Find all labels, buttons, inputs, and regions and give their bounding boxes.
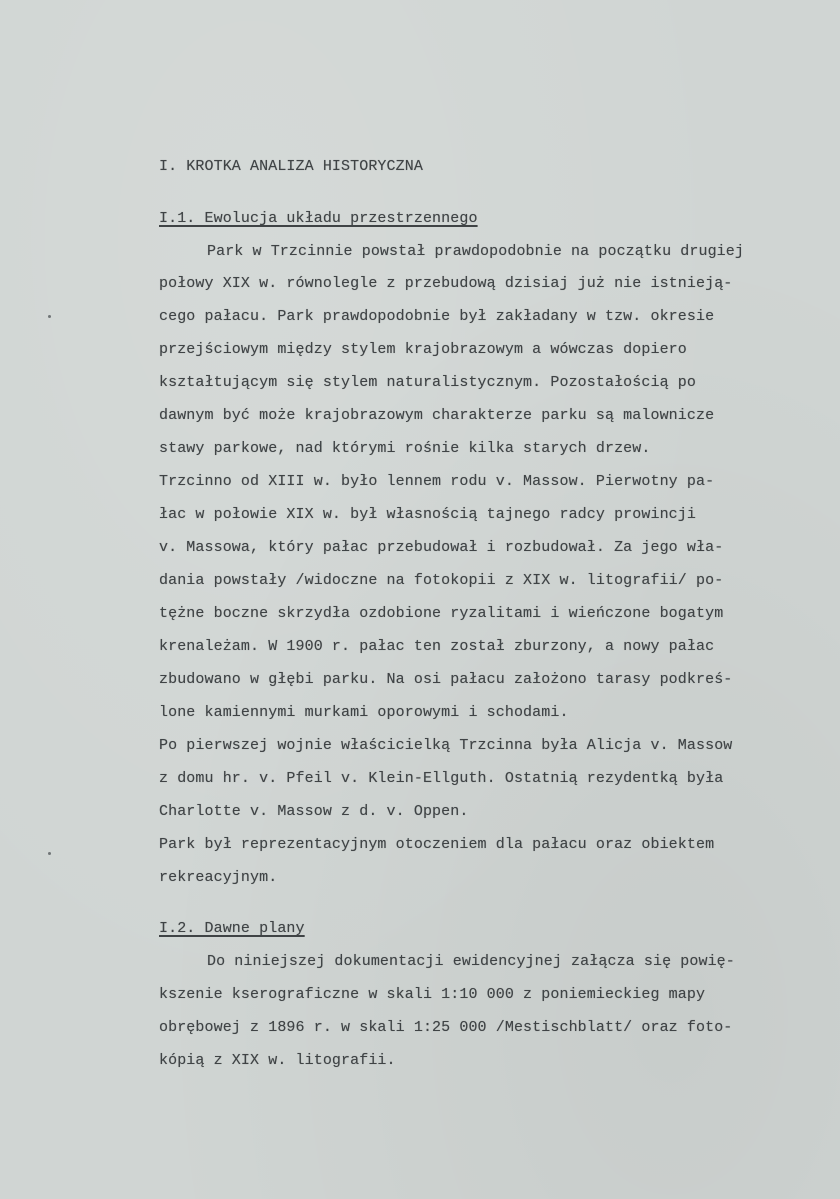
paragraph-line: zbudowano w głębi parku. Na osi pałacu założono tarasy podkreś- bbox=[159, 671, 733, 688]
paragraph-line: z domu hr. v. Pfeil v. Klein-Ellguth. Ostatnią rezydentką była bbox=[159, 770, 724, 787]
paragraph-line: rekreacyjnym. bbox=[159, 869, 278, 886]
paragraph-line: kształtującym się stylem naturalistycznym. Pozostałością po bbox=[159, 374, 696, 391]
paragraph-line: tężne boczne skrzydła ozdobione ryzalitami i wieńczone bogatym bbox=[159, 605, 724, 622]
paragraph-line: Charlotte v. Massow z d. v. Oppen. bbox=[159, 803, 469, 820]
paragraph-line: v. Massowa, który pałac przebudował i rozbudował. Za jego wła- bbox=[159, 539, 724, 556]
scan-speck bbox=[48, 852, 51, 855]
document-heading: I. KROTKA ANALIZA HISTORYCZNA bbox=[159, 158, 423, 175]
section-1-title: I.1. Ewolucja układu przestrzennego bbox=[159, 210, 478, 227]
paragraph-line: kópią z XIX w. litografii. bbox=[159, 1052, 396, 1069]
paragraph-line: Po pierwszej wojnie właścicielką Trzcinna była Alicja v. Massow bbox=[159, 737, 733, 754]
paragraph-line: Do niniejszej dokumentacji ewidencyjnej załącza się powię- bbox=[207, 953, 735, 970]
paragraph-line: kszenie kserograficzne w skali 1:10 000 z poniemieckieg mapy bbox=[159, 986, 706, 1003]
paragraph-line: przejściowym między stylem krajobrazowym a wówczas dopiero bbox=[159, 341, 687, 358]
paragraph-line: łac w połowie XIX w. był własnością tajnego radcy prowincji bbox=[159, 506, 696, 523]
paragraph-line: Park w Trzcinnie powstał prawdopodobnie na początku drugiej bbox=[207, 243, 744, 260]
paragraph-line: Trzcinno od XIII w. było lennem rodu v. Massow. Pierwotny pa- bbox=[159, 473, 715, 490]
paragraph-line: stawy parkowe, nad którymi rośnie kilka starych drzew. bbox=[159, 440, 651, 457]
section-2-title: I.2. Dawne plany bbox=[159, 920, 305, 937]
paragraph-line: obrębowej z 1896 r. w skali 1:25 000 /Mestischblatt/ oraz foto- bbox=[159, 1019, 733, 1036]
paragraph-line: połowy XIX w. równolegle z przebudową dzisiaj już nie istnieją- bbox=[159, 275, 733, 292]
paragraph-line: cego pałacu. Park prawdopodobnie był zakładany w tzw. okresie bbox=[159, 308, 715, 325]
scan-speck bbox=[48, 315, 51, 318]
paragraph-line: dania powstały /widoczne na fotokopii z XIX w. litografii/ po- bbox=[159, 572, 724, 589]
paragraph-line: lone kamiennymi murkami oporowymi i schodami. bbox=[159, 704, 569, 721]
paragraph-line: dawnym być może krajobrazowym charakterze parku są malownicze bbox=[159, 407, 715, 424]
paragraph-line: Park był reprezentacyjnym otoczeniem dla pałacu oraz obiektem bbox=[159, 836, 715, 853]
paragraph-line: krenależam. W 1900 r. pałac ten został zburzony, a nowy pałac bbox=[159, 638, 715, 655]
